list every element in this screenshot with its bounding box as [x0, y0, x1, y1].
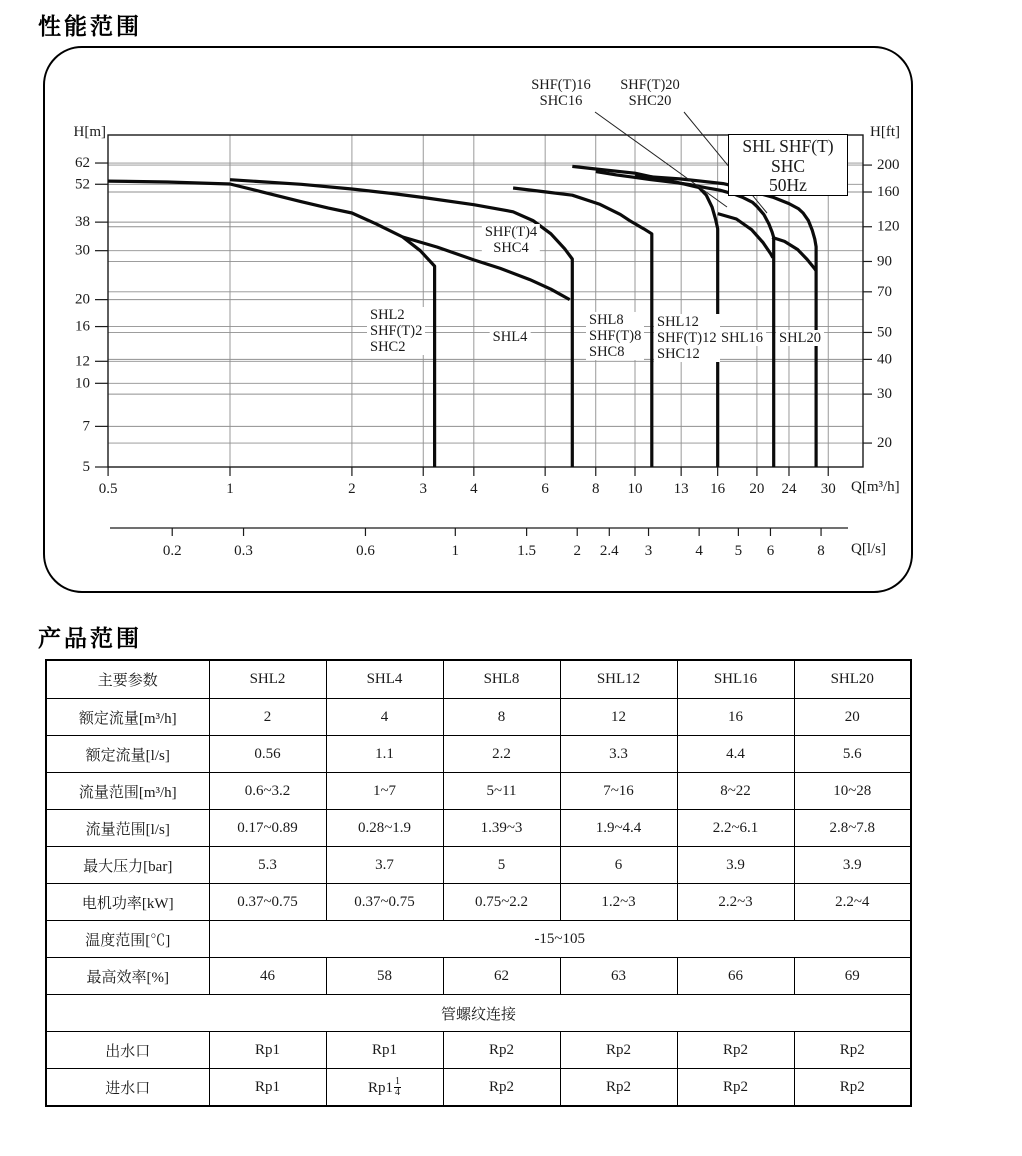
value-cell: 3.3 [560, 736, 677, 773]
value-cell: 0.37~0.75 [326, 884, 443, 921]
value-cell: 2.2~3 [677, 884, 794, 921]
value-cell: Rp2 [560, 1069, 677, 1107]
value-cell: 4.4 [677, 736, 794, 773]
param-label-cell: 额定流量[m³/h] [46, 699, 209, 736]
span-value-cell: -15~105 [209, 921, 911, 958]
value-cell: 4 [326, 699, 443, 736]
region-label-line: SHL8 [589, 312, 624, 328]
y-right-tick-label: 50 [877, 324, 892, 341]
value-cell: 5~11 [443, 773, 560, 810]
x-secondary-tick-label: 8 [817, 543, 825, 559]
x-secondary-tick-label: 0.6 [356, 543, 375, 559]
value-cell: 20 [794, 699, 911, 736]
x-secondary-tick-label: 6 [766, 543, 775, 559]
x-bottom-axis-label: Q[m³/h] [851, 479, 900, 495]
x-bottom-tick-label: 6 [541, 481, 549, 497]
table-row [46, 847, 911, 884]
envelope-curve [772, 237, 816, 270]
region-label [718, 330, 766, 346]
value-cell: 10~28 [794, 773, 911, 810]
y-right-tick-label: 90 [877, 253, 892, 270]
model-header-cell: SHL8 [443, 660, 560, 699]
table-row [46, 699, 911, 736]
product-range-title: 产品范围 [38, 625, 142, 651]
region-label-line: SHL16 [721, 330, 763, 346]
value-cell: Rp1 [209, 1069, 326, 1107]
y-left-tick-label: 7 [82, 418, 90, 435]
value-cell: 66 [677, 958, 794, 995]
y-left-tick-label: 10 [75, 375, 90, 392]
value-cell: Rp2 [443, 1069, 560, 1107]
region-label-line: SHC4 [493, 240, 529, 256]
param-label-cell: 流量范围[m³/h] [46, 773, 209, 810]
y-right-tick-label: 30 [877, 386, 892, 403]
y-right-tick-label: 120 [877, 218, 900, 235]
value-cell: 1.9~4.4 [560, 810, 677, 847]
value-cell: 2.2~4 [794, 884, 911, 921]
value-cell: Rp1 [209, 1032, 326, 1069]
value-cell: 2 [209, 699, 326, 736]
value-cell: 5.6 [794, 736, 911, 773]
chart-panel-border [44, 47, 912, 592]
full-span-cell: 管螺纹连接 [46, 995, 911, 1032]
x-bottom-tick-label: 24 [781, 481, 797, 497]
region-label [482, 224, 540, 256]
param-label-cell: 温度范围[℃] [46, 921, 209, 958]
x-secondary-axis-label: Q[l/s] [851, 541, 886, 557]
value-cell: 0.28~1.9 [326, 810, 443, 847]
y-left-tick-label: 5 [82, 459, 90, 475]
model-header-cell: SHL2 [209, 660, 326, 699]
x-bottom-tick-label: 1 [226, 481, 234, 497]
model-header-cell: SHL20 [794, 660, 911, 699]
table-row [46, 884, 911, 921]
product-spec-table [45, 659, 912, 1107]
param-label-cell: 最大压力[bar] [46, 847, 209, 884]
x-bottom-tick-label: 10 [627, 481, 643, 497]
value-cell: Rp2 [794, 1069, 911, 1107]
value-cell: 3.7 [326, 847, 443, 884]
y-right-tick-label: 70 [877, 283, 892, 300]
value-cell: Rp1 $\frac{1}{4}$ [326, 1069, 443, 1107]
x-bottom-tick-label: 0.5 [98, 481, 118, 497]
value-cell: 5.3 [209, 847, 326, 884]
x-bottom-tick-label: 13 [673, 481, 689, 497]
x-secondary-tick-label: 0.3 [234, 543, 253, 559]
param-label-cell: 出水口 [46, 1032, 209, 1069]
x-secondary-tick-label: 2 [573, 543, 581, 559]
x-bottom-tick-label: 20 [749, 481, 765, 497]
value-cell: 1.1 [326, 736, 443, 773]
region-label-line: SHL2 [370, 307, 405, 323]
value-cell: 0.6~3.2 [209, 773, 326, 810]
callout-leader-line [595, 112, 727, 207]
x-bottom-tick-label: 4 [470, 481, 478, 497]
legend-line-2: SHC [770, 155, 806, 176]
value-cell: 3.9 [677, 847, 794, 884]
value-cell: 8~22 [677, 773, 794, 810]
y-right-tick-label: 160 [877, 184, 900, 201]
region-label-line: SHL12 [657, 314, 699, 330]
value-cell: 1.39~3 [443, 810, 560, 847]
performance-range-title: 性能范围 [38, 13, 142, 39]
table-row [46, 958, 911, 995]
param-label-cell: 额定流量[l/s] [46, 736, 209, 773]
value-cell: 16 [677, 699, 794, 736]
region-label-line: SHL20 [779, 330, 821, 346]
value-cell: Rp1 [326, 1032, 443, 1069]
curve-callout-line: SHF(T)16 [531, 77, 591, 93]
y-right-axis-label: H[ft] [870, 124, 900, 140]
table-row [46, 1069, 911, 1107]
x-bottom-tick-label: 2 [348, 481, 356, 497]
y-left-tick-label: 38 [75, 214, 90, 231]
value-cell: 0.75~2.2 [443, 884, 560, 921]
region-label [490, 329, 531, 345]
region-label-line: SHC8 [589, 344, 625, 360]
x-secondary-tick-label: 2.4 [599, 543, 619, 559]
fraction: $\frac{1}{4}$ [395, 1075, 400, 1098]
x-secondary-tick-label: 4 [695, 543, 703, 559]
value-cell: 2.8~7.8 [794, 810, 911, 847]
value-cell: Rp2 [443, 1032, 560, 1069]
legend-line-3: 50Hz [769, 175, 807, 195]
value-cell: 3.9 [794, 847, 911, 884]
region-label-line: SHC12 [657, 346, 700, 362]
param-header-cell: 主要参数 [46, 660, 209, 699]
region-label-line: SHF(T)4 [484, 224, 538, 240]
y-left-tick-label: 20 [75, 291, 90, 308]
model-header-cell: SHL4 [326, 660, 443, 699]
y-left-axis-label: H[m] [73, 124, 106, 140]
curve-callout-line: SHF(T)20 [620, 77, 680, 93]
x-bottom-tick-label: 3 [419, 481, 427, 497]
model-header-cell: SHL12 [560, 660, 677, 699]
chart-legend-box [728, 134, 848, 196]
y-left-tick-label: 52 [75, 176, 90, 193]
region-label [586, 312, 644, 360]
value-cell: 7~16 [560, 773, 677, 810]
x-secondary-tick-label: 1.5 [517, 543, 536, 559]
table-row [46, 810, 911, 847]
param-label-cell: 最高效率[%] [46, 958, 209, 995]
legend-line-1: SHL SHF(T) [742, 136, 834, 156]
table-row [46, 1032, 911, 1069]
value-cell: 0.17~0.89 [209, 810, 326, 847]
y-left-tick-label: 62 [75, 155, 90, 172]
curve-callout-line: SHC16 [539, 92, 583, 109]
value-cell: 6 [560, 847, 677, 884]
value-cell: 1.2~3 [560, 884, 677, 921]
x-secondary-tick-label: 3 [644, 543, 653, 559]
curve-callout [531, 78, 591, 109]
value-cell: Rp2 [794, 1032, 911, 1069]
value-cell: 2.2 [443, 736, 560, 773]
value-cell: 0.37~0.75 [209, 884, 326, 921]
region-label-line: SHC2 [370, 339, 406, 355]
param-label-cell: 进水口 [46, 1069, 209, 1107]
value-cell: 12 [560, 699, 677, 736]
value-cell: 69 [794, 958, 911, 995]
y-right-tick-label: 200 [877, 157, 900, 174]
y-left-tick-label: 12 [75, 353, 90, 370]
value-cell: 1~7 [326, 773, 443, 810]
value-cell: 0.56 [209, 736, 326, 773]
value-cell: 5 [443, 847, 560, 884]
region-label [654, 314, 720, 362]
value-cell: 63 [560, 958, 677, 995]
value-cell: 8 [443, 699, 560, 736]
table-row [46, 773, 911, 810]
x-bottom-tick-label: 8 [592, 481, 600, 497]
value-cell: Rp2 [677, 1069, 794, 1107]
value-cell: 58 [326, 958, 443, 995]
value-cell: 2.2~6.1 [677, 810, 794, 847]
region-label-line: SHF(T)12 [657, 330, 717, 346]
table-row [46, 995, 911, 1032]
y-left-tick-label: 30 [75, 242, 90, 259]
model-header-cell: SHL16 [677, 660, 794, 699]
param-label-cell: 电机功率[kW] [46, 884, 209, 921]
value-cell: Rp2 [560, 1032, 677, 1069]
region-label [776, 330, 824, 346]
x-secondary-tick-label: 0.2 [162, 543, 182, 559]
region-label-line: SHF(T)2 [370, 323, 423, 339]
y-left-tick-label: 16 [75, 318, 90, 335]
table-row [46, 736, 911, 773]
x-secondary-tick-label: 1 [451, 543, 460, 559]
table-row [46, 921, 911, 958]
region-label [367, 307, 425, 355]
x-bottom-tick-label: 30 [820, 481, 836, 497]
value-cell: 46 [209, 958, 326, 995]
region-label-line: SHF(T)8 [589, 328, 642, 344]
x-secondary-tick-label: 5 [734, 543, 743, 559]
curve-callout [620, 78, 680, 109]
curve-callout-line: SHC20 [628, 92, 672, 109]
region-label-line: SHL4 [492, 329, 528, 345]
value-cell: 62 [443, 958, 560, 995]
value-cell: Rp2 [677, 1032, 794, 1069]
y-right-tick-label: 20 [877, 435, 892, 452]
x-bottom-tick-label: 16 [710, 481, 726, 497]
y-right-tick-label: 40 [877, 351, 892, 368]
param-label-cell: 流量范围[l/s] [46, 810, 209, 847]
